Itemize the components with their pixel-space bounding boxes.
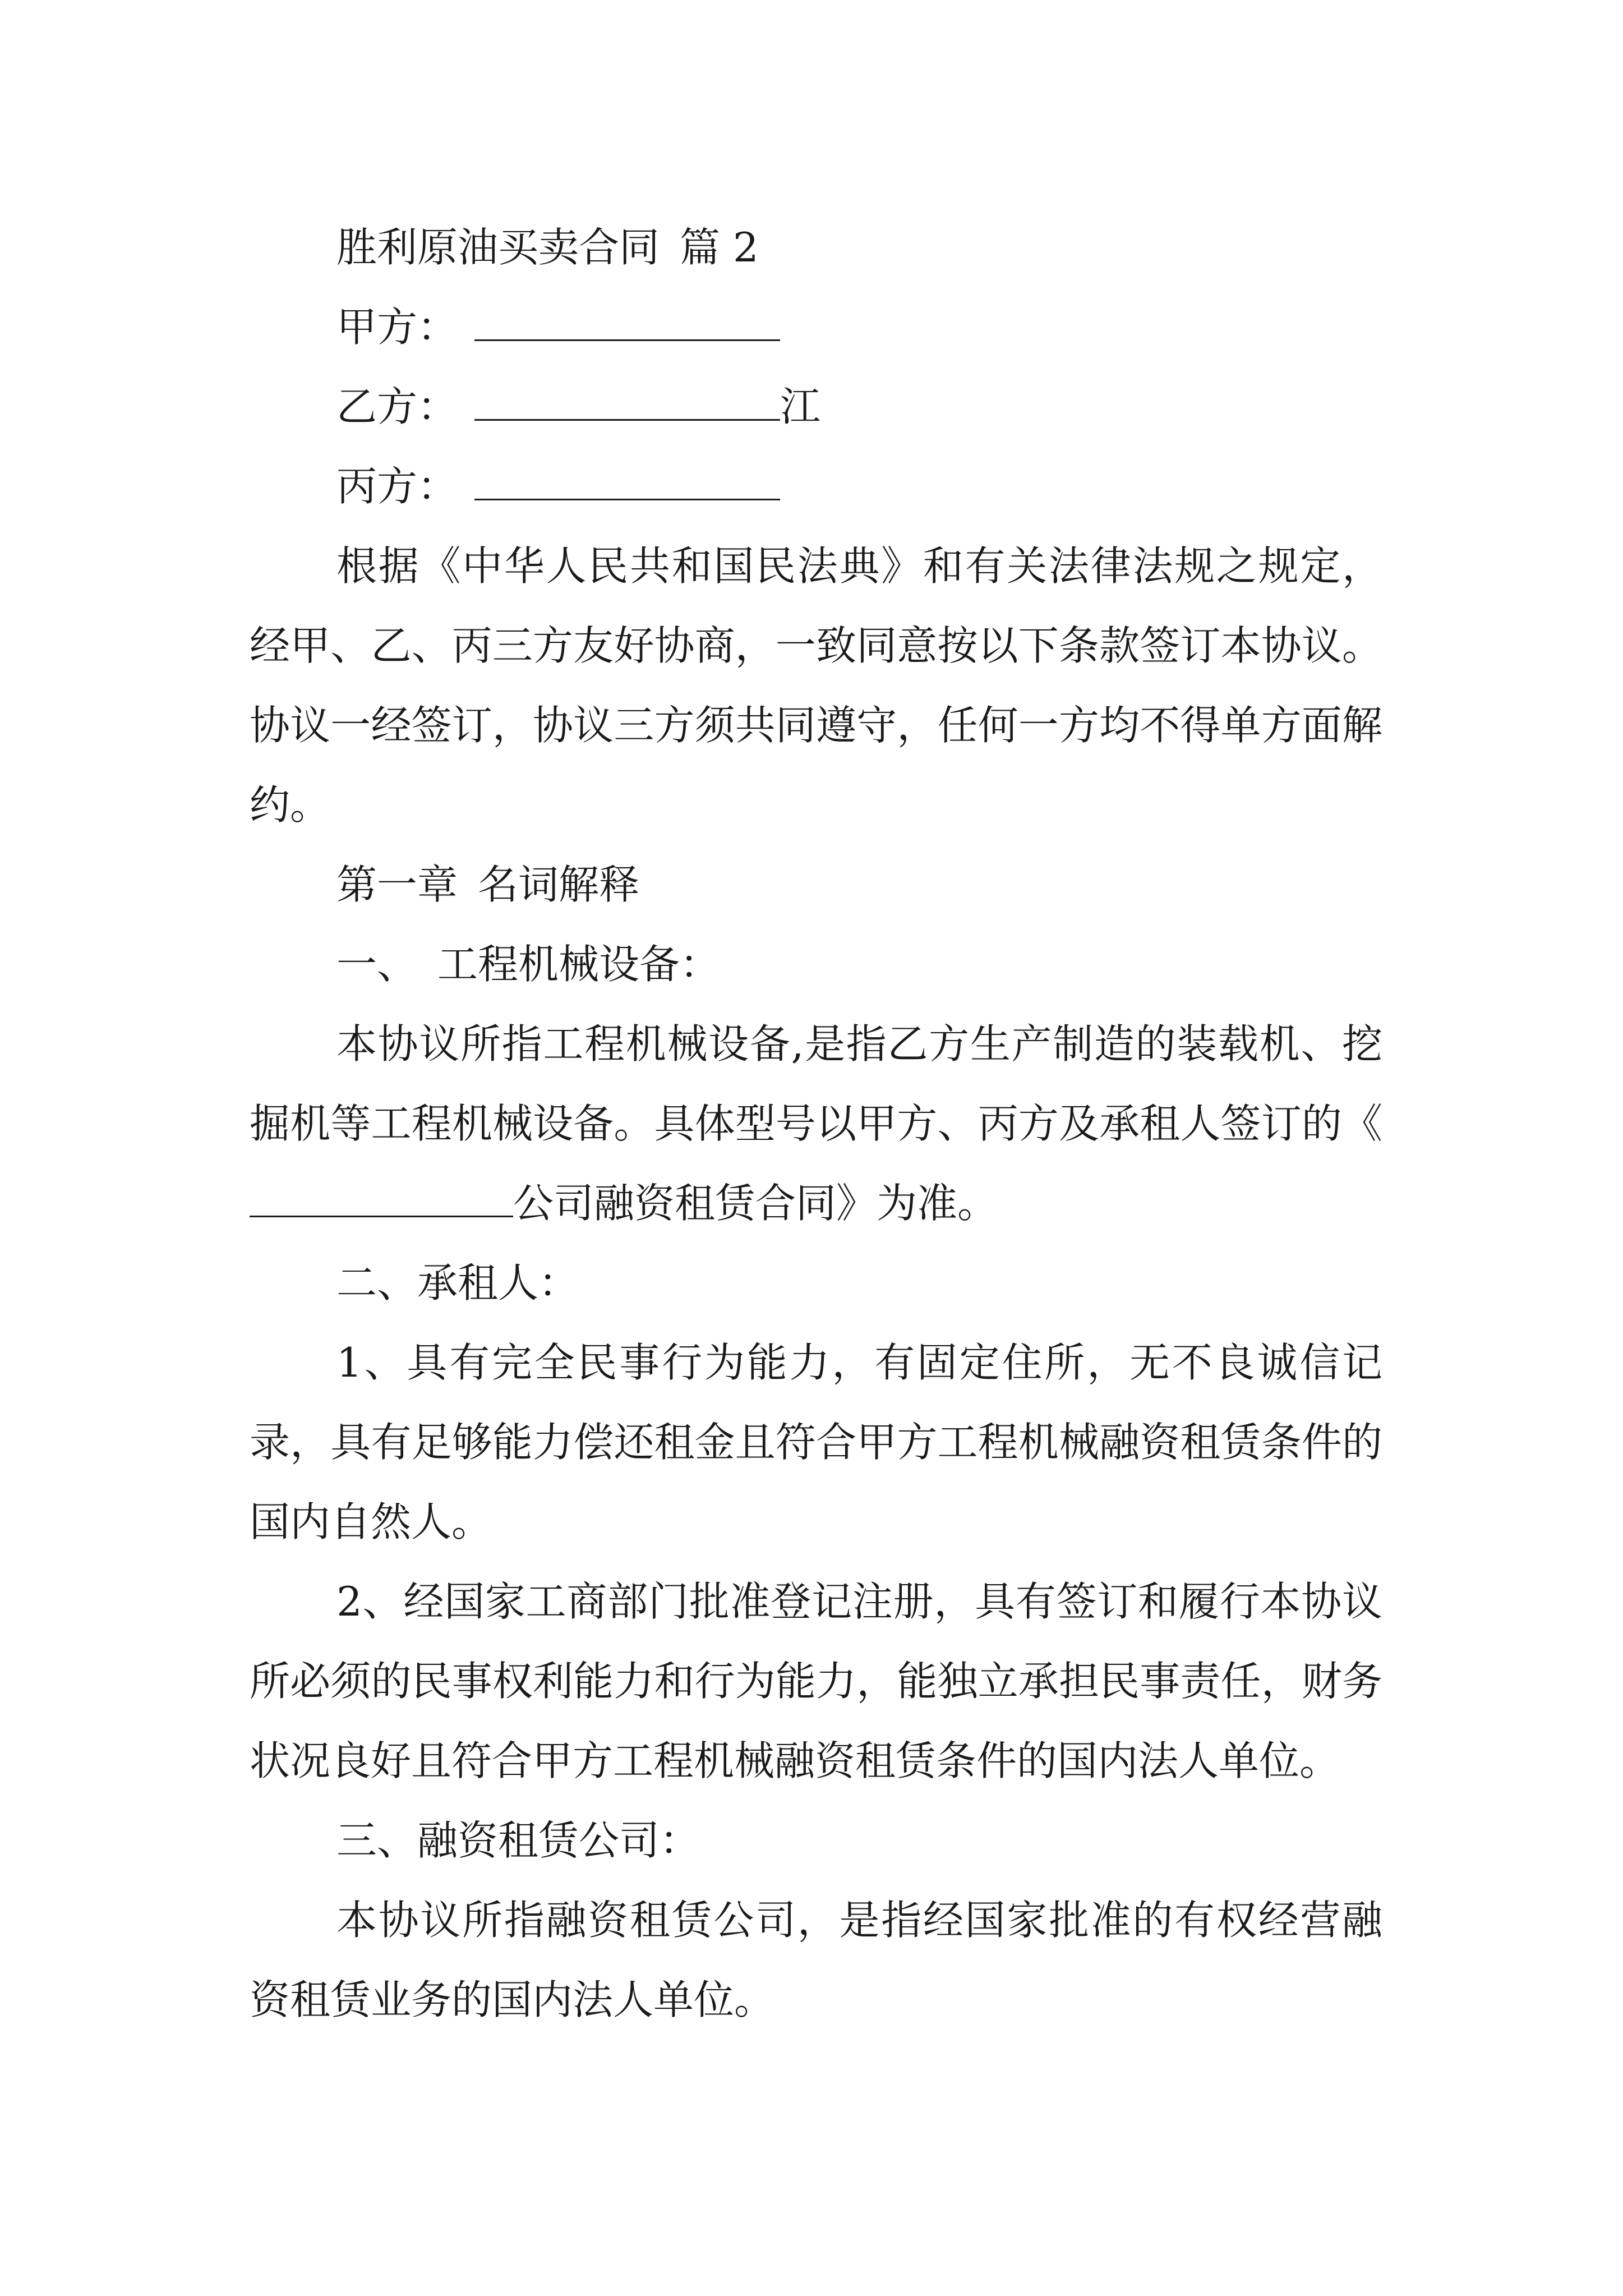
intro-paragraph: 根据《中华人民共和国民法典》和有关法律法规之规定，经甲、乙、丙三方友好协商，一致同意按以下条款签订本协议。协议一经签订，协议三方须共同遵守，任何一方均不得单方面解约。	[250, 542, 1382, 829]
document-title-suffix: 篇 2	[680, 224, 759, 271]
party-c-line	[250, 447, 1382, 526]
document-title-line	[250, 208, 1382, 287]
party-a-label: 甲方：	[336, 303, 458, 351]
contract-name-blank	[250, 1179, 513, 1217]
party-b-after: 江	[780, 383, 821, 430]
party-b-blank	[474, 382, 780, 421]
chapter-title: 名词解释	[478, 861, 640, 908]
party-c-label: 丙方：	[336, 463, 458, 510]
section-2-paragraph-2: 2、经国家工商部门批准登记注册，具有签订和履行本协议所必须的民事权利能力和行为能力，能独立承担民事责任，财务状况良好且符合甲方工程机械融资租赁条件的国内法人单位。	[250, 1578, 1382, 1784]
document-title: 胜利原油买卖合同	[336, 224, 660, 271]
section-1-number: 一、	[336, 941, 418, 988]
party-b-line	[250, 367, 1382, 447]
section-2-heading: 二、承租人：	[336, 1259, 579, 1306]
chapter-number: 第一章	[336, 861, 458, 908]
section-1-paragraph	[250, 1004, 1382, 1243]
section-2-paragraph-1: 1、具有完全民事行为能力，有固定住所，无不良诚信记录，具有足够能力偿还租金且符合甲方工程机械融资租赁条件的国内自然人。	[250, 1339, 1382, 1545]
section-1-text-before: 本协议所指工程机械设备,是指乙方生产制造的装载机、挖掘机等工程机械设备。具体型号以甲方、丙方及承租人签订的《	[250, 1020, 1382, 1147]
party-a-line	[250, 287, 1382, 367]
party-a-blank	[474, 302, 780, 341]
section-1-heading	[250, 924, 1382, 1004]
section-1-text-after: 公司融资租赁合同》为准。	[513, 1180, 998, 1227]
section-3-paragraph-1: 本协议所指融资租赁公司，是指经国家批准的有权经营融资租赁业务的国内法人单位。	[250, 1897, 1382, 2023]
section-1-title: 工程机械设备：	[437, 941, 721, 988]
party-b-label: 乙方：	[336, 383, 458, 430]
chapter-heading	[250, 845, 1382, 924]
document-body	[250, 208, 1382, 2040]
section-3-heading: 三、融资租赁公司：	[336, 1817, 700, 1864]
party-c-blank	[474, 462, 780, 500]
